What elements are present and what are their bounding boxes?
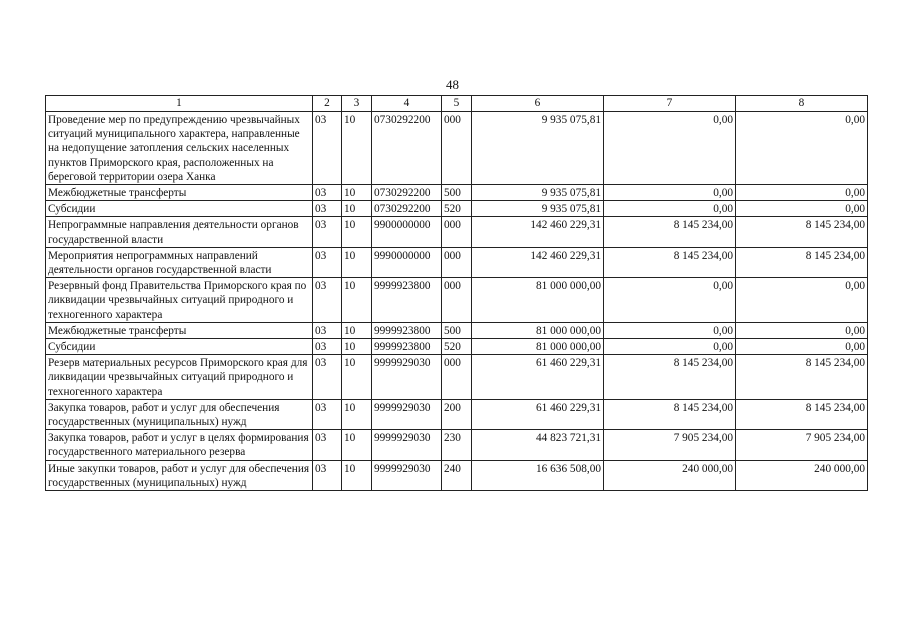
section-code: 03 <box>313 217 342 247</box>
amount-col6: 61 460 229,31 <box>472 355 604 400</box>
section-code: 03 <box>313 460 342 490</box>
expense-type-code: 230 <box>442 430 472 460</box>
target-article-code: 9999929030 <box>372 430 442 460</box>
expense-type-code: 520 <box>442 201 472 217</box>
amount-col7: 0,00 <box>604 322 736 338</box>
amount-col7: 0,00 <box>604 278 736 323</box>
section-code: 03 <box>313 399 342 429</box>
expense-type-code: 000 <box>442 355 472 400</box>
row-name: Непрограммные направления деятельности органов государственной власти <box>46 217 313 247</box>
section-code: 03 <box>313 339 342 355</box>
table-row <box>46 460 868 490</box>
target-article-code: 9999929030 <box>372 460 442 490</box>
amount-col7: 0,00 <box>604 112 736 185</box>
budget-table <box>45 95 868 491</box>
amount-col8: 8 145 234,00 <box>736 355 868 400</box>
subsection-code: 10 <box>342 339 372 355</box>
amount-col8: 0,00 <box>736 201 868 217</box>
section-code: 03 <box>313 247 342 277</box>
amount-col6: 61 460 229,31 <box>472 399 604 429</box>
header-row <box>46 96 868 112</box>
section-code: 03 <box>313 185 342 201</box>
amount-col8: 240 000,00 <box>736 460 868 490</box>
table-row <box>46 201 868 217</box>
subsection-code: 10 <box>342 430 372 460</box>
amount-col8: 8 145 234,00 <box>736 399 868 429</box>
amount-col8: 8 145 234,00 <box>736 217 868 247</box>
amount-col6: 142 460 229,31 <box>472 217 604 247</box>
target-article-code: 9999923800 <box>372 339 442 355</box>
subsection-code: 10 <box>342 322 372 338</box>
row-name: Иные закупки товаров, работ и услуг для обеспечения государственных (муниципальных) нужд <box>46 460 313 490</box>
amount-col6: 81 000 000,00 <box>472 278 604 323</box>
amount-col7: 0,00 <box>604 339 736 355</box>
row-name: Резерв материальных ресурсов Приморского края для ликвидации чрезвычайных ситуаций природного и техногенного характера <box>46 355 313 400</box>
subsection-code: 10 <box>342 217 372 247</box>
table-row <box>46 112 868 185</box>
table-row <box>46 217 868 247</box>
table-row <box>46 355 868 400</box>
table-row <box>46 339 868 355</box>
amount-col8: 0,00 <box>736 185 868 201</box>
table-row <box>46 247 868 277</box>
row-name: Субсидии <box>46 201 313 217</box>
row-name: Субсидии <box>46 339 313 355</box>
subsection-code: 10 <box>342 112 372 185</box>
subsection-code: 10 <box>342 185 372 201</box>
target-article-code: 9999929030 <box>372 399 442 429</box>
amount-col7: 8 145 234,00 <box>604 399 736 429</box>
page-number: 48 <box>446 77 459 92</box>
expense-type-code: 520 <box>442 339 472 355</box>
expense-type-code: 000 <box>442 247 472 277</box>
column-header: 6 <box>472 96 604 112</box>
amount-col6: 44 823 721,31 <box>472 430 604 460</box>
row-name: Межбюджетные трансферты <box>46 185 313 201</box>
amount-col7: 8 145 234,00 <box>604 247 736 277</box>
target-article-code: 9999929030 <box>372 355 442 400</box>
amount-col8: 0,00 <box>736 339 868 355</box>
amount-col8: 0,00 <box>736 278 868 323</box>
subsection-code: 10 <box>342 201 372 217</box>
target-article-code: 0730292200 <box>372 112 442 185</box>
amount-col7: 7 905 234,00 <box>604 430 736 460</box>
table-row <box>46 399 868 429</box>
column-header: 5 <box>442 96 472 112</box>
amount-col6: 9 935 075,81 <box>472 185 604 201</box>
target-article-code: 9900000000 <box>372 217 442 247</box>
amount-col6: 81 000 000,00 <box>472 339 604 355</box>
column-header: 8 <box>736 96 868 112</box>
amount-col8: 7 905 234,00 <box>736 430 868 460</box>
amount-col6: 9 935 075,81 <box>472 201 604 217</box>
target-article-code: 9990000000 <box>372 247 442 277</box>
amount-col6: 9 935 075,81 <box>472 112 604 185</box>
column-header: 1 <box>46 96 313 112</box>
row-name: Закупка товаров, работ и услуг для обеспечения государственных (муниципальных) нужд <box>46 399 313 429</box>
amount-col7: 0,00 <box>604 201 736 217</box>
column-header: 2 <box>313 96 342 112</box>
expense-type-code: 000 <box>442 217 472 247</box>
expense-type-code: 500 <box>442 322 472 338</box>
section-code: 03 <box>313 112 342 185</box>
amount-col6: 16 636 508,00 <box>472 460 604 490</box>
amount-col7: 0,00 <box>604 185 736 201</box>
table-row <box>46 430 868 460</box>
row-name: Проведение мер по предупреждению чрезвычайных ситуаций муниципального характера, направленные на недопущение затопления сельских населенных пунктов Приморского края, расположенных на береговой территории озера Ханка <box>46 112 313 185</box>
row-name: Закупка товаров, работ и услуг в целях формирования государственного материального резерва <box>46 430 313 460</box>
subsection-code: 10 <box>342 399 372 429</box>
target-article-code: 9999923800 <box>372 278 442 323</box>
column-header: 4 <box>372 96 442 112</box>
amount-col7: 240 000,00 <box>604 460 736 490</box>
subsection-code: 10 <box>342 247 372 277</box>
target-article-code: 9999923800 <box>372 322 442 338</box>
amount-col8: 8 145 234,00 <box>736 247 868 277</box>
target-article-code: 0730292200 <box>372 201 442 217</box>
amount-col8: 0,00 <box>736 112 868 185</box>
section-code: 03 <box>313 430 342 460</box>
column-header: 7 <box>604 96 736 112</box>
expense-type-code: 000 <box>442 278 472 323</box>
amount-col7: 8 145 234,00 <box>604 217 736 247</box>
row-name: Резервный фонд Правительства Приморского края по ликвидации чрезвычайных ситуаций природного и техногенного характера <box>46 278 313 323</box>
expense-type-code: 200 <box>442 399 472 429</box>
amount-col8: 0,00 <box>736 322 868 338</box>
subsection-code: 10 <box>342 278 372 323</box>
table-row <box>46 185 868 201</box>
section-code: 03 <box>313 278 342 323</box>
section-code: 03 <box>313 322 342 338</box>
expense-type-code: 240 <box>442 460 472 490</box>
section-code: 03 <box>313 355 342 400</box>
subsection-code: 10 <box>342 355 372 400</box>
row-name: Межбюджетные трансферты <box>46 322 313 338</box>
section-code: 03 <box>313 201 342 217</box>
table-row <box>46 322 868 338</box>
amount-col7: 8 145 234,00 <box>604 355 736 400</box>
column-header: 3 <box>342 96 372 112</box>
amount-col6: 142 460 229,31 <box>472 247 604 277</box>
target-article-code: 0730292200 <box>372 185 442 201</box>
expense-type-code: 000 <box>442 112 472 185</box>
subsection-code: 10 <box>342 460 372 490</box>
table-row <box>46 278 868 323</box>
expense-type-code: 500 <box>442 185 472 201</box>
row-name: Мероприятия непрограммных направлений деятельности органов государственной власти <box>46 247 313 277</box>
amount-col6: 81 000 000,00 <box>472 322 604 338</box>
